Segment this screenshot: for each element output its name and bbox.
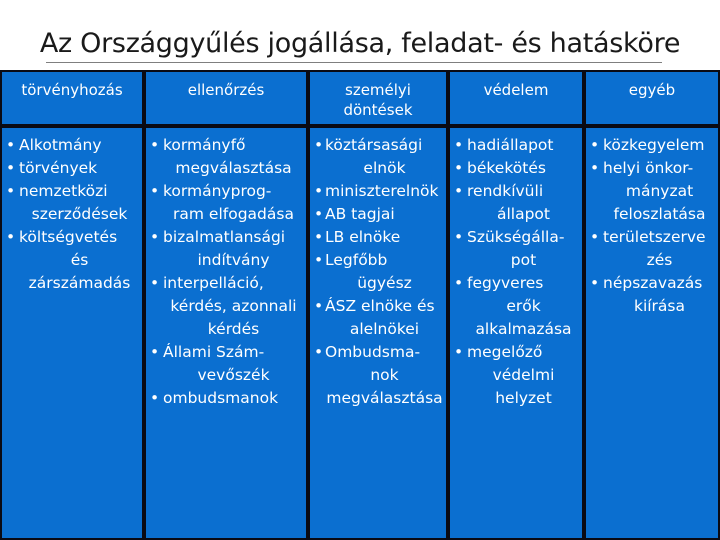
bullet-item-continuation: megválasztása [175, 159, 292, 177]
bullet-item [149, 134, 304, 180]
bullet-item-continuation: erők [506, 297, 541, 315]
table [0, 70, 720, 540]
header-szemelyi-dontesek: személyi döntések [310, 72, 446, 124]
bullet-item [5, 157, 140, 180]
header-egyeb: egyéb [586, 72, 718, 124]
bullet-item [5, 226, 140, 295]
bullet-item [453, 226, 580, 272]
bullet-item-continuation: kérdés [207, 320, 260, 338]
bullet-item [149, 272, 304, 341]
bullet-item-text: • rendkívüli [467, 182, 544, 200]
bullet-item-continuation: és [70, 251, 89, 269]
header-torvenyhozas: törvényhozás [2, 72, 142, 124]
bullet-item-continuation: indítvány [197, 251, 270, 269]
bullet-item-text: • miniszterelnök [325, 182, 439, 200]
bullet-item-continuation: megválasztása [326, 389, 443, 407]
bullet-item-text: • kormányfő [163, 136, 246, 154]
bullet-item-text: • Alkotmány [19, 136, 102, 154]
bullet-item-continuation: elnök [363, 159, 406, 177]
slide-title: Az Országgyűlés jogállása, feladat- és hatásköre [39, 28, 681, 59]
bullet-item-text: • bizalmatlansági [163, 228, 286, 246]
bullet-item-continuation: alkalmazása [475, 320, 572, 338]
bullet-item-text: • köztársasági [325, 136, 423, 154]
bullet-item [589, 226, 716, 272]
bullet-item-text: • Állami Szám- [163, 343, 265, 361]
bullet-item [313, 341, 444, 410]
bullet-item-text: • békekötés [467, 159, 546, 177]
bullet-item [589, 272, 716, 318]
bullet-item-continuation: kiírása [633, 297, 686, 315]
header-ellenorzes: ellenőrzés [146, 72, 306, 124]
bullet-item [313, 295, 444, 341]
column-vedelem [450, 128, 582, 538]
bullet-item-text: • területszerve [603, 228, 706, 246]
bullet-item-text: • közkegyelem [603, 136, 705, 154]
bullet-item-text: • Szükségálla- [467, 228, 565, 246]
bullet-item-text: • helyi önkor- [603, 159, 694, 177]
bullet-item-continuation: szerződések [31, 205, 128, 223]
bullet-item [313, 226, 444, 249]
bullet-item [149, 226, 304, 272]
bullet-item [313, 180, 444, 203]
bullet-item-continuation: pot [510, 251, 537, 269]
column-egyeb [586, 128, 718, 538]
bullet-item [453, 180, 580, 226]
bullet-item [589, 157, 716, 226]
bullet-item [453, 272, 580, 341]
column-ellenorzes [146, 128, 306, 538]
bullet-item-text: • népszavazás [603, 274, 703, 292]
bullet-item [453, 134, 580, 157]
header-vedelem: védelem [450, 72, 582, 124]
bullet-item-text: • AB tagjai [325, 205, 395, 223]
bullet-item-text: • interpelláció, [163, 274, 264, 292]
bullet-item-continuation: helyzet [495, 389, 552, 407]
bullet-item [149, 387, 304, 410]
bullet-item-text: • Ombudsma- [325, 343, 421, 361]
bullet-item-continuation: állapot [496, 205, 550, 223]
bullet-item-continuation: zárszámadás [28, 274, 131, 292]
bullet-item-text: • ombudsmanok [163, 389, 279, 407]
bullet-item-text: • LB elnöke [325, 228, 401, 246]
bullet-item-text: • nemzetközi [19, 182, 108, 200]
bullet-item-continuation: vevőszék [197, 366, 270, 384]
bullet-item-continuation: alelnökei [349, 320, 420, 338]
bullet-item [313, 203, 444, 226]
bullet-item [453, 157, 580, 180]
bullet-item [313, 249, 444, 295]
bullet-item-text: • fegyveres [467, 274, 544, 292]
bullet-item-text: • hadiállapot [467, 136, 554, 154]
column-torvenyhozas [2, 128, 142, 538]
bullet-item [5, 134, 140, 157]
bullet-item [149, 180, 304, 226]
bullet-item [453, 341, 580, 410]
bullet-item-continuation: ram elfogadása [173, 205, 294, 223]
bullet-item-continuation: zés [646, 251, 673, 269]
bullet-item-text: • kormányprog- [163, 182, 272, 200]
bullet-item-continuation: mányzat [625, 182, 694, 200]
bullet-item-text: • megelőző [467, 343, 543, 361]
column-szemelyi-dontesek [310, 128, 446, 538]
bullet-item [149, 341, 304, 387]
bullet-item-continuation: ügyész [357, 274, 412, 292]
bullet-item-continuation: feloszlatása [613, 205, 706, 223]
bullet-item [313, 134, 444, 180]
bullet-item-text: • törvények [19, 159, 98, 177]
bullet-item [589, 134, 716, 157]
bullet-item-continuation: védelmi [492, 366, 555, 384]
bullet-item-text: • költségvetés [19, 228, 118, 246]
bullet-item-text: • Legfőbb [325, 251, 388, 269]
bullet-item-continuation: kérdés, azonnali [170, 297, 297, 315]
bullet-item [5, 180, 140, 226]
bullet-item-text: • ÁSZ elnöke és [325, 297, 435, 315]
title-underline [46, 62, 662, 63]
bullet-item-continuation: nok [370, 366, 399, 384]
